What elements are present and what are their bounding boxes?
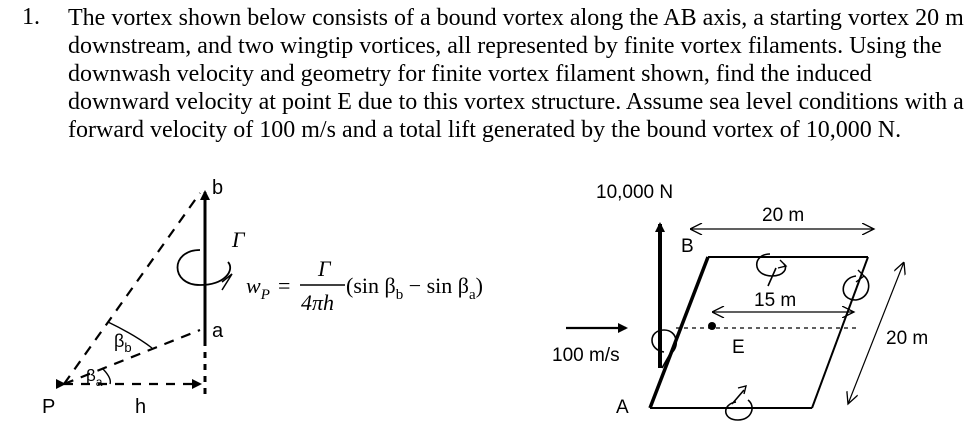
label-h: h bbox=[135, 396, 147, 418]
filament-diagram bbox=[42, 177, 246, 418]
half-span-label: 15 m bbox=[754, 290, 797, 311]
circulation-top-tip bbox=[757, 254, 786, 286]
beta-b-label: $\beta_b$ bbox=[114, 331, 132, 355]
downwash-formula bbox=[246, 256, 483, 315]
svg-text:wP: $w_P$ bbox=[246, 273, 270, 303]
beta-a-arc bbox=[102, 368, 110, 384]
label-a: a bbox=[212, 320, 224, 342]
line-P-to-a bbox=[64, 330, 200, 384]
svg-text:=: = bbox=[278, 273, 291, 298]
beta-a-label: $\beta_a$ bbox=[86, 366, 103, 389]
circulation-bottom-tip bbox=[726, 390, 752, 420]
line-P-to-b bbox=[64, 193, 200, 384]
problem-number: 1. bbox=[22, 4, 40, 30]
point-E bbox=[708, 322, 716, 330]
svg-text:4πh: 4πh bbox=[301, 290, 335, 315]
lift-label: 10,000 N bbox=[596, 182, 674, 203]
span-label: 20 m bbox=[762, 205, 805, 226]
label-A: A bbox=[616, 397, 629, 418]
gamma-left: Γ bbox=[232, 227, 245, 252]
label-P: P bbox=[42, 396, 56, 418]
length-label: 20 m bbox=[886, 328, 929, 349]
label-b: b bbox=[212, 177, 224, 199]
label-B: B bbox=[681, 236, 694, 257]
velocity-label: 100 m/s bbox=[552, 345, 620, 366]
svg-text:(sin βb − sin βa): (sin $\beta_b - \sin \beta_a$) bbox=[346, 273, 483, 303]
vortex-system-diagram bbox=[552, 182, 928, 420]
label-E: E bbox=[732, 337, 745, 358]
svg-text:Γ: Γ bbox=[318, 256, 331, 281]
problem-text: The vortex shown below consists of a bound vortex along the AB axis, a starting vortex 20 m downstream, and two wingtip vortices, all represented by finite vortex filaments. Using the downwash velocity and geometry for finite vortex filament shown, find the induced downward velocity at point E due to this vortex structure. Assume sea level conditions with a forward velocity of 100 m/s and a total lift generated by the bound vortex of 10,000 N. bbox=[68, 5, 964, 143]
